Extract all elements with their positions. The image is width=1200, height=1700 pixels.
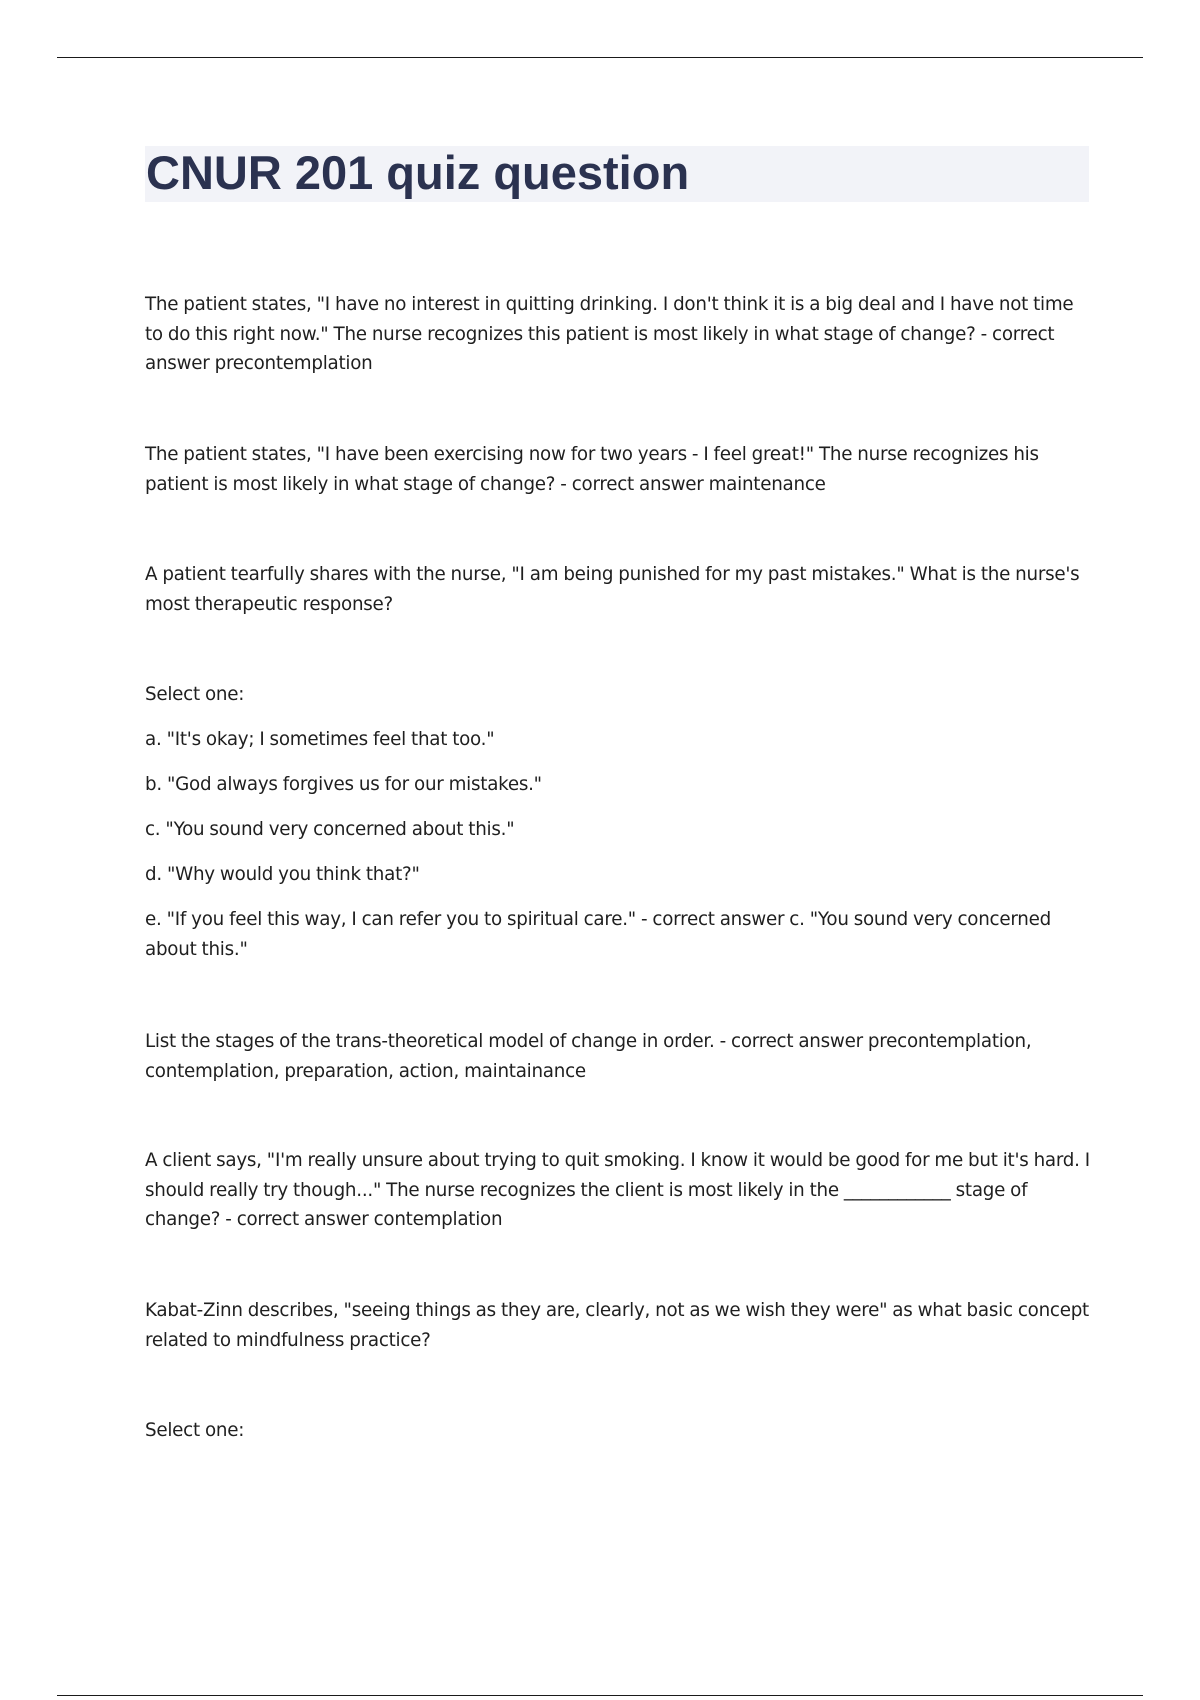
question-1: The patient states, "I have no interest in quitting drinking. I don't think it is a big deal and I have not time to do this right now." The nurse recognizes this patient is most likely in what stage of change? - correct answer precontemplation [145,294,1074,374]
question-3-option-a: a. "It's okay; I sometimes feel that too." [145,729,495,750]
question-3-option-c: c. "You sound very concerned about this." [145,819,515,840]
page-title: CNUR 201 quiz question [146,146,690,199]
question-3-option-b: b. "God always forgives us for our mistakes." [145,774,542,795]
question-3-option-e: e. "If you feel this way, I can refer you to spiritual care." - correct answer c. "You sound very concerned about this." [145,909,1051,960]
question-6-select-prompt: Select one: [145,1420,245,1441]
question-3-option-d: d. "Why would you think that?" [145,864,420,885]
question-4: List the stages of the trans-theoretical model of change in order. - correct answer precontemplation, contemplation, preparation, action, maintainance [145,1031,1032,1082]
bottom-divider [57,1695,1143,1696]
question-3-select-prompt: Select one: [145,684,245,705]
question-6: Kabat-Zinn describes, "seeing things as they are, clearly, not as we wish they were" as what basic concept related to mindfulness practice? [145,1300,1089,1351]
question-5: A client says, "I'm really unsure about trying to quit smoking. I know it would be good for me but it's hard. I should really try though..." The nurse recognizes the client is most likely in the ____________ stage of change? - correct answer contemplation [145,1150,1090,1230]
top-divider [57,57,1143,58]
question-3: A patient tearfully shares with the nurse, "I am being punished for my past mistakes." What is the nurse's most therapeutic response? [145,564,1080,615]
question-2: The patient states, "I have been exercising now for two years - I feel great!" The nurse recognizes his patient is most likely in what stage of change? - correct answer maintenance [145,444,1039,495]
